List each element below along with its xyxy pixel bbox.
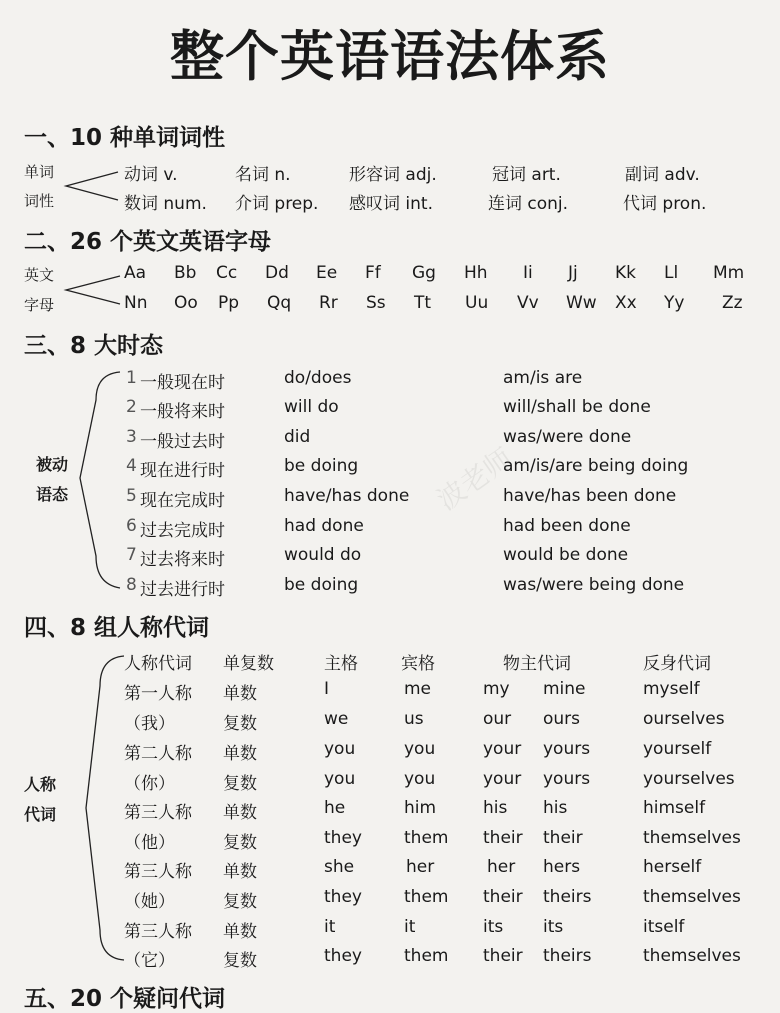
pronoun-side-label: 代词 xyxy=(24,805,57,824)
pronoun-side-label: 人称 xyxy=(24,775,57,794)
section-heading-question-pronouns: 五、20 个疑问代词 xyxy=(24,986,226,1012)
tense-number: 5 xyxy=(126,486,137,506)
tense-passive: am/is are xyxy=(503,368,583,388)
pronoun-possessive-adj: our xyxy=(483,709,512,729)
letter-pair: Ss xyxy=(366,293,386,313)
pronoun-possessive-adj: their xyxy=(483,946,523,966)
pronoun-bracket xyxy=(86,656,124,960)
pronoun-reflexive: themselves xyxy=(643,828,741,848)
pronoun-number: 复数 xyxy=(223,774,257,794)
letter-pair: Kk xyxy=(615,263,636,283)
section-heading-pos: 一、10 种单词词性 xyxy=(24,125,226,151)
pronoun-object: them xyxy=(404,946,449,966)
tense-name: 一般将来时 xyxy=(140,402,225,422)
tense-passive: am/is/are being doing xyxy=(503,456,689,476)
pronoun-possessive-pron: his xyxy=(543,798,568,818)
page-title: 整个英语语法体系 xyxy=(170,25,610,88)
pronoun-person: （她） xyxy=(124,892,175,912)
tense-name: 现在完成时 xyxy=(140,491,225,511)
pronoun-number: 单数 xyxy=(223,803,257,823)
pronoun-person: 第三人称 xyxy=(124,922,192,942)
pronoun-person: 第三人称 xyxy=(124,803,192,823)
tense-name: 过去完成时 xyxy=(140,521,225,541)
letter-pair: Xx xyxy=(615,293,637,313)
tense-number: 7 xyxy=(126,545,137,565)
tense-active: will do xyxy=(284,397,339,417)
alphabet-bracket xyxy=(66,276,120,304)
pos-item: 名词 n. xyxy=(235,165,291,185)
pronoun-number: 复数 xyxy=(223,892,257,912)
letter-pair: Cc xyxy=(216,263,238,283)
pronoun-object: it xyxy=(404,917,416,937)
letter-pair: Qq xyxy=(267,293,292,313)
pronoun-object: me xyxy=(404,679,432,699)
pronoun-subject: we xyxy=(324,709,349,729)
tense-active: be doing xyxy=(284,575,359,595)
letter-pair: Bb xyxy=(174,263,197,283)
tense-number: 4 xyxy=(126,456,137,476)
letter-pair: Gg xyxy=(412,263,436,283)
pronoun-subject: you xyxy=(324,739,356,759)
pos-item: 介词 prep. xyxy=(235,194,319,214)
tense-passive: was/were done xyxy=(503,427,632,447)
tense-active: had done xyxy=(284,516,364,536)
pronoun-possessive-pron: theirs xyxy=(543,946,592,966)
pronoun-subject: he xyxy=(324,798,346,818)
letter-pair: Uu xyxy=(465,293,489,313)
pos-item: 冠词 art. xyxy=(492,165,561,185)
pronoun-number: 复数 xyxy=(223,951,257,971)
pronoun-person: 第一人称 xyxy=(124,684,192,704)
pronoun-possessive-pron: theirs xyxy=(543,887,592,907)
pronoun-number: 复数 xyxy=(223,833,257,853)
pronoun-header-cell: 反身代词 xyxy=(643,654,711,674)
tense-number: 3 xyxy=(126,427,137,447)
tense-name: 一般过去时 xyxy=(140,432,225,452)
tense-name: 过去进行时 xyxy=(140,580,225,600)
pronoun-possessive-adj: her xyxy=(487,857,516,877)
pos-item: 代词 pron. xyxy=(623,194,707,214)
pronoun-possessive-adj: their xyxy=(483,887,523,907)
pronoun-possessive-pron: mine xyxy=(543,679,586,699)
pronoun-possessive-adj: my xyxy=(483,679,510,699)
pronoun-person: （你） xyxy=(124,774,175,794)
pronoun-reflexive: themselves xyxy=(643,887,741,907)
pronoun-possessive-pron: hers xyxy=(543,857,581,877)
letter-pair: Ff xyxy=(365,263,381,283)
pronoun-person: 第二人称 xyxy=(124,744,192,764)
letter-pair: Ee xyxy=(316,263,338,283)
pronoun-subject: it xyxy=(324,917,336,937)
pronoun-number: 复数 xyxy=(223,714,257,734)
pronoun-number: 单数 xyxy=(223,862,257,882)
tense-number: 2 xyxy=(126,397,137,417)
pronoun-header-cell: 单复数 xyxy=(223,654,274,674)
tense-passive: would be done xyxy=(503,545,629,565)
pronoun-subject: she xyxy=(324,857,355,877)
pronoun-number: 单数 xyxy=(223,684,257,704)
letter-pair: Hh xyxy=(464,263,488,283)
letter-pair: Ll xyxy=(664,263,679,283)
pos-bracket xyxy=(66,172,118,200)
pronoun-reflexive: himself xyxy=(643,798,706,818)
pos-item: 动词 v. xyxy=(124,165,178,185)
tense-active: did xyxy=(284,427,311,447)
tense-name: 过去将来时 xyxy=(140,550,225,570)
pronoun-possessive-adj: your xyxy=(483,769,522,789)
letter-pair: Yy xyxy=(664,293,685,313)
section-heading-tenses: 三、8 大时态 xyxy=(24,333,164,359)
pronoun-possessive-pron: yours xyxy=(543,739,591,759)
pos-item: 连词 conj. xyxy=(488,194,569,214)
tense-number: 8 xyxy=(126,575,137,595)
pronoun-possessive-adj: your xyxy=(483,739,522,759)
letter-pair: Dd xyxy=(265,263,289,283)
letter-pair: Pp xyxy=(218,293,240,313)
tense-passive: have/has been done xyxy=(503,486,677,506)
pos-side-label: 词性 xyxy=(24,192,55,210)
tense-name: 一般现在时 xyxy=(140,373,225,393)
pronoun-subject: I xyxy=(324,679,330,699)
watermark: 波老师 xyxy=(430,441,519,517)
pos-side-label: 单词 xyxy=(24,163,55,181)
pronoun-number: 单数 xyxy=(223,922,257,942)
tense-passive: will/shall be done xyxy=(503,397,651,417)
letter-pair: Vv xyxy=(517,293,539,313)
pos-item: 数词 num. xyxy=(124,194,207,214)
tense-active: have/has done xyxy=(284,486,410,506)
pronoun-person: （它） xyxy=(124,951,175,971)
pronoun-header-cell: 人称代词 xyxy=(124,654,192,674)
alphabet-side-label: 英文 xyxy=(24,266,55,284)
tense-bracket xyxy=(80,372,120,588)
pronoun-possessive-pron: yours xyxy=(543,769,591,789)
pos-item: 形容词 adj. xyxy=(349,165,437,185)
pronoun-reflexive: yourselves xyxy=(643,769,735,789)
tense-side-label: 被动 xyxy=(36,455,69,474)
pronoun-subject: they xyxy=(324,946,362,966)
pronoun-subject: they xyxy=(324,828,362,848)
pronoun-object: them xyxy=(404,828,449,848)
pronoun-object: you xyxy=(404,769,436,789)
letter-pair: Nn xyxy=(124,293,148,313)
pronoun-possessive-adj: his xyxy=(483,798,508,818)
pronoun-person: 第三人称 xyxy=(124,862,192,882)
pronoun-object: you xyxy=(404,739,436,759)
tense-passive: had been done xyxy=(503,516,631,536)
tense-name: 现在进行时 xyxy=(140,461,225,481)
pronoun-reflexive: yourself xyxy=(643,739,712,759)
letter-pair: Oo xyxy=(174,293,198,313)
pronoun-object: them xyxy=(404,887,449,907)
pronoun-possessive-pron: their xyxy=(543,828,583,848)
pronoun-reflexive: herself xyxy=(643,857,702,877)
pronoun-possessive-pron: its xyxy=(543,917,564,937)
letter-pair: Zz xyxy=(722,293,743,313)
tense-passive: was/were being done xyxy=(503,575,685,595)
tense-number: 6 xyxy=(126,516,137,536)
pronoun-reflexive: themselves xyxy=(643,946,741,966)
pronoun-header-cell: 宾格 xyxy=(401,654,435,674)
pronoun-person: （我） xyxy=(124,714,175,734)
pronoun-object: him xyxy=(404,798,437,818)
pronoun-object: us xyxy=(404,709,424,729)
pronoun-object: her xyxy=(406,857,435,877)
pronoun-subject: you xyxy=(324,769,356,789)
letter-pair: Mm xyxy=(713,263,745,283)
tense-active: would do xyxy=(284,545,362,565)
letter-pair: Aa xyxy=(124,263,147,283)
letter-pair: Ww xyxy=(566,293,597,313)
tense-active: do/does xyxy=(284,368,352,388)
pronoun-reflexive: myself xyxy=(643,679,700,699)
alphabet-side-label: 字母 xyxy=(24,296,55,314)
pronoun-subject: they xyxy=(324,887,362,907)
tense-side-label: 语态 xyxy=(36,485,69,504)
letter-pair: Tt xyxy=(414,293,432,313)
section-heading-pronouns: 四、8 组人称代词 xyxy=(24,615,210,641)
section-heading-alphabet: 二、26 个英文英语字母 xyxy=(24,229,272,255)
letter-pair: Ii xyxy=(523,263,533,283)
letter-pair: Jj xyxy=(568,263,578,283)
pronoun-possessive-adj: their xyxy=(483,828,523,848)
pronoun-header-cell: 主格 xyxy=(324,654,358,674)
pos-item: 副词 adv. xyxy=(625,165,700,185)
pronoun-possessive-adj: its xyxy=(483,917,504,937)
pronoun-header-cell: 物主代词 xyxy=(503,654,571,674)
letter-pair: Rr xyxy=(319,293,338,313)
pronoun-person: （他） xyxy=(124,833,175,853)
tense-number: 1 xyxy=(126,368,137,388)
pronoun-number: 单数 xyxy=(223,744,257,764)
pronoun-reflexive: itself xyxy=(643,917,685,937)
pos-item: 感叹词 int. xyxy=(349,194,433,214)
pronoun-possessive-pron: ours xyxy=(543,709,581,729)
tense-active: be doing xyxy=(284,456,359,476)
pronoun-reflexive: ourselves xyxy=(643,709,725,729)
